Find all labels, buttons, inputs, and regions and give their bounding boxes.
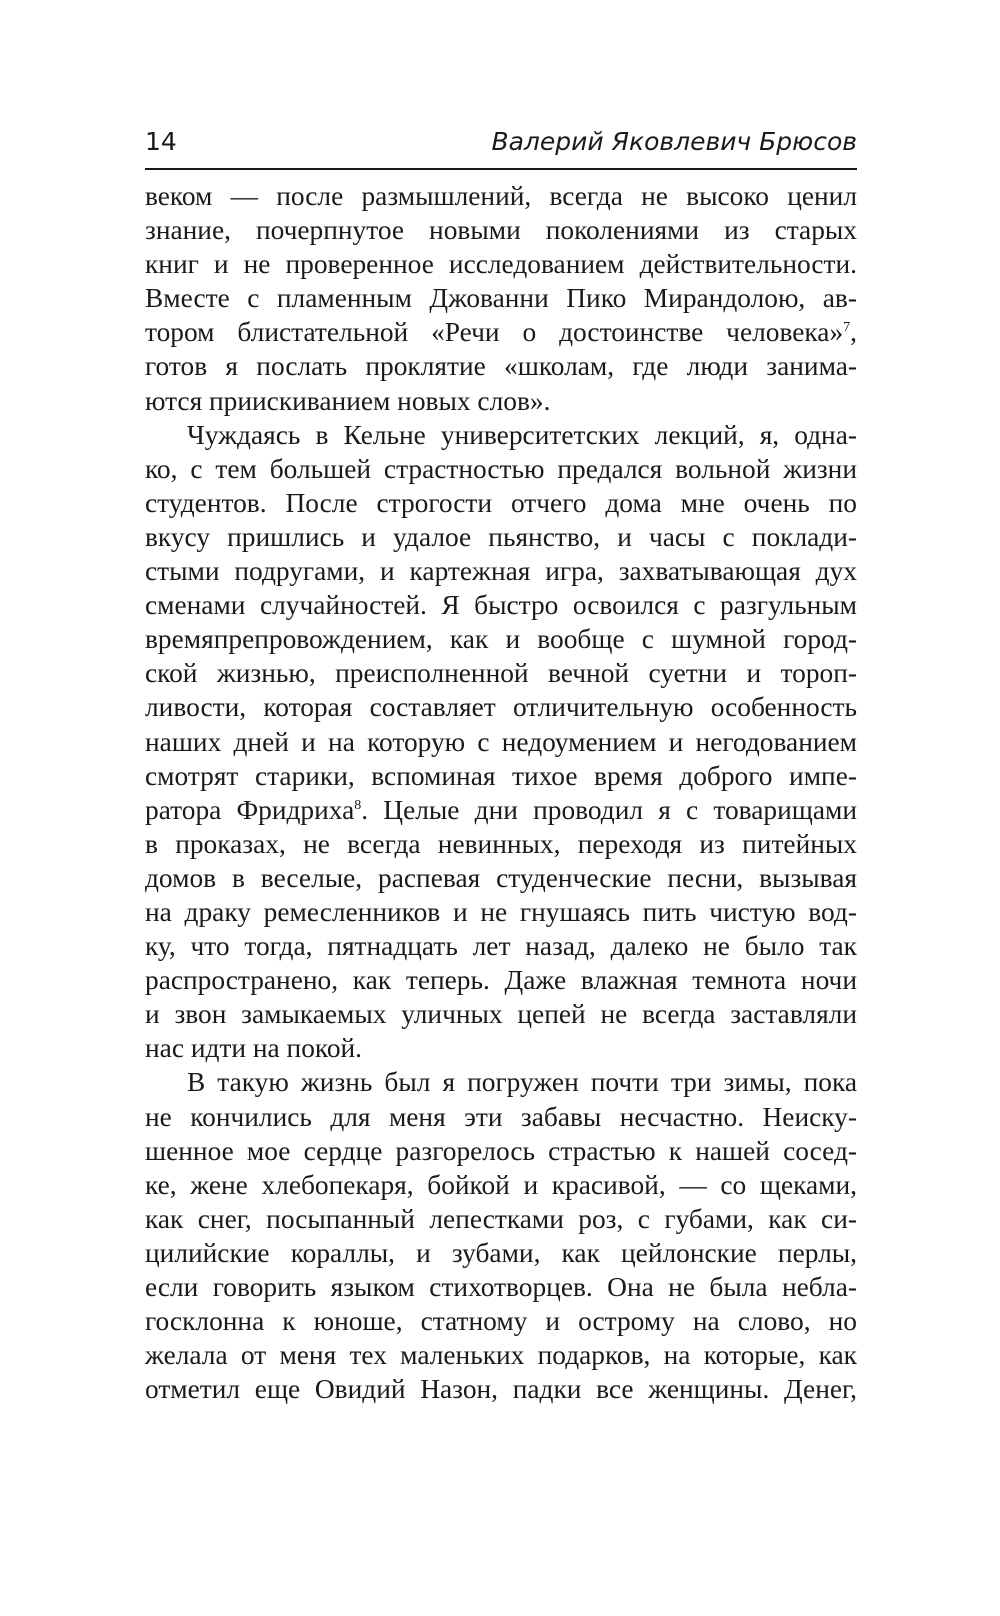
text-line: не кончились для меня эти забавы несчастно. Неиску- [145, 1101, 857, 1132]
paragraph-1 [145, 179, 857, 418]
text-line: желала от меня тех маленьких подарков, на которые, как [145, 1340, 857, 1371]
text-segment: , [850, 317, 857, 348]
text-line: отметил еще Овидий Назон, падки все женщины. Денег, [145, 1374, 857, 1405]
text-segment: тором блистательной «Речи о достоинстве человека» [145, 317, 844, 348]
book-page [145, 120, 857, 1406]
text-line: нас идти на покой. [145, 1033, 363, 1064]
text-line: веком — после размышлений, всегда не высоко ценил [145, 181, 857, 211]
text-line: ко, с тем большей страстностью предался вольной жизни [145, 453, 857, 484]
text-line: ку, что тогда, пятнадцать лет назад, далеко не было так [145, 931, 857, 962]
text-line: цилийские кораллы, и зубами, как цейлонские перлы, [145, 1237, 857, 1268]
paragraph-2 [145, 418, 857, 1066]
text-line: Вместе с пламенным Джованни Пико Мирандолою, ав- [145, 283, 857, 314]
text-line-with-footnote [145, 793, 857, 827]
text-line: времяпрепровождением, как и вообще с шумной город- [145, 624, 857, 655]
text-line: сменами случайностей. Я быстро освоился с разгульным [145, 590, 857, 621]
text-line: домов в веселые, распевая студенческие песни, вызывая [145, 862, 857, 893]
text-line: шенное мое сердце разгорелось страстью к нашей сосед- [145, 1135, 857, 1166]
text-segment: . Целые дни проводил я с товарищами [361, 794, 857, 825]
text-line: вкусу пришлись и удалое пьянство, и часы с поклади- [145, 521, 857, 552]
text-line: и звон замыкаемых уличных цепей не всегда заставляли [145, 999, 857, 1030]
text-line: книг и не проверенное исследованием действительности. [145, 249, 857, 280]
text-line: студентов. После строгости отчего дома мне очень по [145, 487, 857, 518]
text-line: Чуждаясь в Кельне университетских лекций, я, одна- [187, 419, 857, 450]
text-line-with-footnote [145, 315, 857, 349]
text-line: ливости, которая составляет отличительную особенность [145, 692, 857, 723]
text-line: стыми подругами, и картежная игра, захватывающая дух [145, 556, 857, 587]
text-line: смотрят старики, вспоминая тихое время доброго импе- [145, 760, 857, 791]
text-line: ке, жене хлебопекаря, бойкой и красивой, — со щеками, [145, 1169, 857, 1200]
text-line: знание, почерпнутое новыми поколениями из старых [145, 215, 857, 246]
text-line: госклонна к юноше, статному и острому на слово, но [145, 1306, 857, 1337]
body-text [145, 179, 857, 1406]
text-line: если говорить языком стихотворцев. Она не была небла- [145, 1272, 857, 1302]
text-line: распространено, как теперь. Даже влажная темнота ночи [145, 965, 857, 996]
footnote-marker[interactable]: 8 [354, 797, 362, 813]
text-line: В такую жизнь был я погружен почти три зимы, пока [187, 1067, 857, 1098]
running-head-author: Валерий Яковлевич Брюсов [491, 127, 857, 156]
text-line: на драку ремесленников и не гнушаясь пить чистую вод- [145, 896, 857, 927]
text-line: ской жизнью, преисполненной вечной суетни и тороп- [145, 658, 857, 689]
text-segment: ратора Фридриха [145, 794, 355, 825]
footnote-marker[interactable]: 7 [843, 320, 851, 336]
paragraph-3 [145, 1065, 857, 1406]
text-line: как снег, посыпанный лепестками роз, с губами, как си- [145, 1203, 857, 1234]
text-line: готов я послать проклятие «школам, где люди занима- [145, 351, 857, 382]
page-number: 14 [145, 127, 177, 156]
page-header [145, 120, 857, 170]
text-line: в проказах, не всегда невинных, переходя из питейных [145, 828, 857, 859]
text-line: наших дней и на которую с недоумением и негодованием [145, 726, 857, 757]
text-line: ются приискиванием новых слов». [145, 385, 551, 416]
